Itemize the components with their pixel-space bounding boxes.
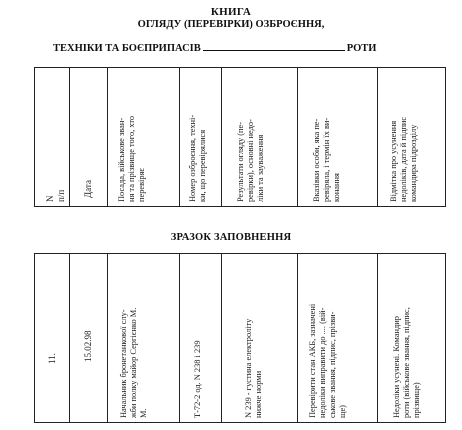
header-cell-resolution: [377, 68, 445, 206]
sample-text-resolution: Недоліки усунені. Командир роти (військове звання, підпис, прізвище): [392, 307, 422, 418]
sample-cell-results: [221, 254, 297, 422]
sample-text-results: N 239 - густина електроліту нижче норми: [244, 318, 264, 418]
sample-cell-date: [69, 254, 107, 422]
header-text-results: Результати огляду (пе- ревірки), основні недо- ліки та зауваження: [236, 119, 266, 202]
header-cell-results: [221, 68, 297, 206]
sample-cell-instructions: [297, 254, 377, 422]
sample-cell-equipment: [179, 254, 221, 422]
header-table: [34, 67, 446, 207]
header-text-inspector: Посада, військове зван- ня та прізвище того, хто перевіряє: [117, 115, 147, 202]
header-text-equipment: Номер озброєння, техні- ки, що перевірялися: [188, 114, 208, 202]
sample-text-inspector: Начальник бронетанкової слу- жби полку майор Сергієнко М. М.: [119, 307, 149, 418]
sample-text-instructions: Перевірити стан АКБ, зазначені недоліки виправити до .... (вій- ськове звання, підпис, прізви- ще): [308, 303, 348, 418]
subtitle-suffix: РОТИ: [346, 43, 377, 54]
header-text-number: N п/п: [45, 189, 66, 202]
sample-heading: ЗРАЗОК ЗАПОВНЕННЯ: [170, 232, 292, 243]
sample-text-number: 11.: [47, 353, 57, 364]
fill-in-blank: [203, 41, 345, 51]
header-cell-inspector: [107, 68, 179, 206]
header-text-date: Дата: [83, 180, 93, 198]
header-cell-date: [69, 68, 107, 206]
document-subtitle: ОГЛЯДУ (ПЕРЕВІРКИ) ОЗБРОЄННЯ,: [137, 19, 325, 30]
header-cell-instructions: [297, 68, 377, 206]
sample-cell-inspector: [107, 254, 179, 422]
header-text-instructions: Вказівки особи, яка пе- ревіряла, і термін їх ви- конання: [312, 117, 342, 202]
document-title: КНИГА: [210, 6, 252, 18]
sample-text-equipment: Т-72-2 од. N 238 і 239: [193, 340, 202, 418]
sample-cell-resolution: [377, 254, 445, 422]
header-cell-number: [35, 68, 69, 206]
header-text-resolution: Відмітка про усунення недоліків, дата й підпис командира підрозділу: [389, 116, 419, 202]
sample-cell-number: [35, 254, 69, 422]
sample-table: [34, 253, 446, 423]
subtitle-prefix: ТЕХНІКИ ТА БОЄПРИПАСІВ: [53, 43, 201, 54]
document-subtitle-line: [53, 41, 376, 54]
header-cell-equipment: [179, 68, 221, 206]
sample-text-date: 15.02.98: [83, 330, 93, 362]
